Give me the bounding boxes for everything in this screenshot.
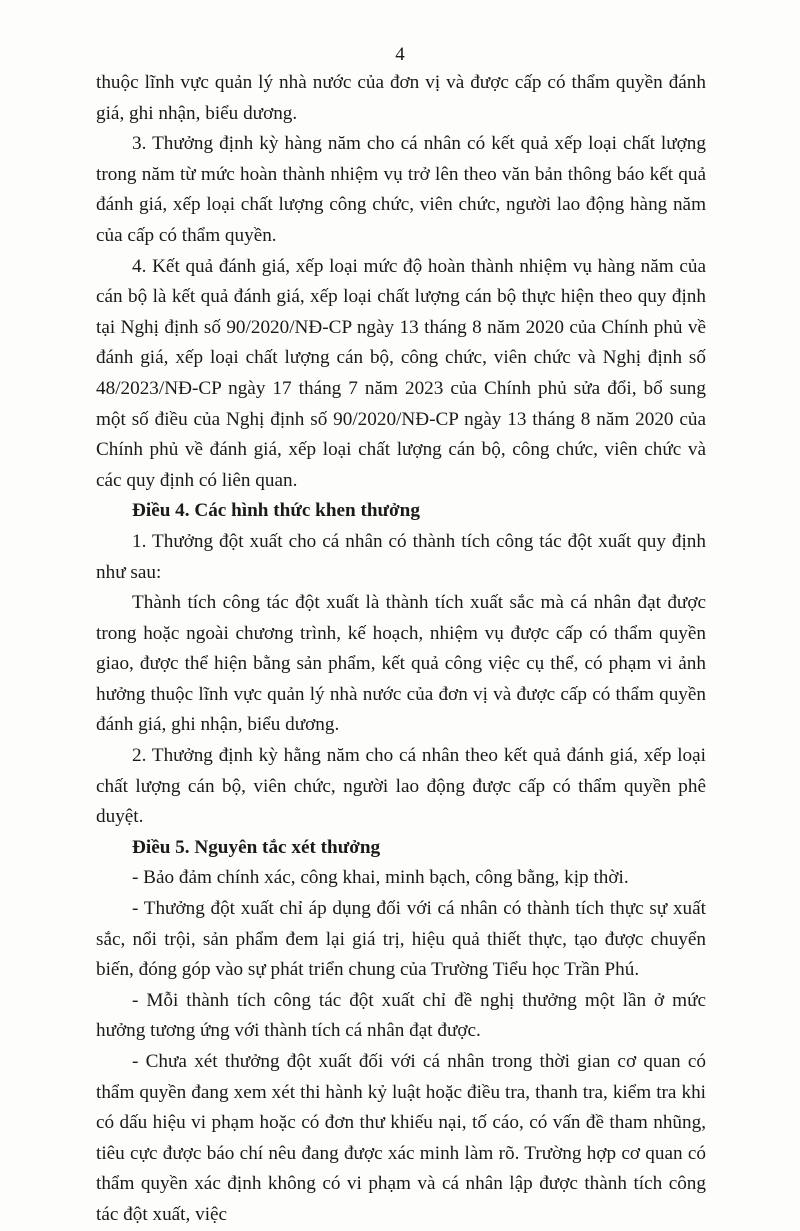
article-4-heading: Điều 4. Các hình thức khen thưởng bbox=[132, 500, 420, 522]
document-body bbox=[96, 68, 706, 1231]
paragraph-continuation: thuộc lĩnh vực quản lý nhà nước của đơn vị và được cấp có thẩm quyền đánh giá, ghi nhận, biểu dương. bbox=[96, 72, 706, 124]
article-4-clause-2: 2. Thưởng định kỳ hằng năm cho cá nhân theo kết quả đánh giá, xếp loại chất lượng cán bộ, viên chức, người lao động được cấp có thẩm quyền phê duyệt. bbox=[96, 745, 706, 828]
article-5-bullet-4: - Chưa xét thưởng đột xuất đối với cá nhân trong thời gian cơ quan có thẩm quyền đang xem xét thi hành kỷ luật hoặc điều tra, thanh tra, kiểm tra khi có dấu hiệu vi phạm hoặc có đơn thư khiếu nại, tố cáo, có vấn đề tham nhũng, tiêu cực được báo chí nêu đang được xác minh làm rõ. Trường hợp cơ quan có thẩm quyền xác định không có vi phạm và cá nhân lập được thành tích công tác đột xuất, việc bbox=[96, 1051, 706, 1225]
article-5-bullet-3: - Mỗi thành tích công tác đột xuất chỉ đề nghị thưởng một lần ở mức hưởng tương ứng với thành tích cá nhân đạt được. bbox=[96, 989, 706, 1042]
article-5-bullet-1: - Bảo đảm chính xác, công khai, minh bạch, công bằng, kịp thời. bbox=[132, 867, 629, 889]
page-number: 4 bbox=[395, 44, 405, 65]
article-5-bullet-2: - Thưởng đột xuất chỉ áp dụng đối với cá nhân có thành tích thực sự xuất sắc, nổi trội, sản phẩm đem lại giá trị, hiệu quả thiết thực, tạo được chuyển biến, đóng góp vào sự phát triển chung của Trường Tiểu học Trần Phú. bbox=[96, 898, 706, 981]
article-4-clause-1: 1. Thưởng đột xuất cho cá nhân có thành tích công tác đột xuất quy định như sau: bbox=[96, 530, 706, 583]
paragraph-item-4: 4. Kết quả đánh giá, xếp loại mức độ hoàn thành nhiệm vụ hàng năm của cán bộ là kết quả đánh giá, xếp loại chất lượng cán bộ thực hiện theo quy định tại Nghị định số 90/2020/NĐ-CP ngày 13 tháng 8 năm 2020 của Chính phủ về đánh giá, xếp loại chất lượng cán bộ, công chức, viên chức và Nghị định số 48/2023/NĐ-CP ngày 17 tháng 7 năm 2023 của Chính phủ sửa đổi, bổ sung một số điều của Nghị định số 90/2020/NĐ-CP ngày 13 tháng 8 năm 2020 của Chính phủ về đánh giá, xếp loại chất lượng cán bộ, công chức, viên chức và các quy định có liên quan. bbox=[96, 255, 706, 491]
paragraph-item-3: 3. Thưởng định kỳ hàng năm cho cá nhân có kết quả xếp loại chất lượng trong năm từ mức hoàn thành nhiệm vụ trở lên theo văn bản thông báo kết quả đánh giá, xếp loại chất lượng công chức, viên chức, người lao động hàng năm của cấp có thẩm quyền. bbox=[96, 133, 706, 246]
article-5-heading: Điều 5. Nguyên tắc xét thưởng bbox=[132, 836, 381, 858]
article-4-clause-1-detail: Thành tích công tác đột xuất là thành tích xuất sắc mà cá nhân đạt được trong hoặc ngoài chương trình, kế hoạch, nhiệm vụ được cấp có thẩm quyền giao, được thể hiện bằng sản phẩm, kết quả công việc cụ thể, có phạm vi ảnh hưởng thuộc lĩnh vực quản lý nhà nước của đơn vị và được cấp có thẩm quyền đánh giá, ghi nhận, biểu dương. bbox=[96, 592, 706, 736]
